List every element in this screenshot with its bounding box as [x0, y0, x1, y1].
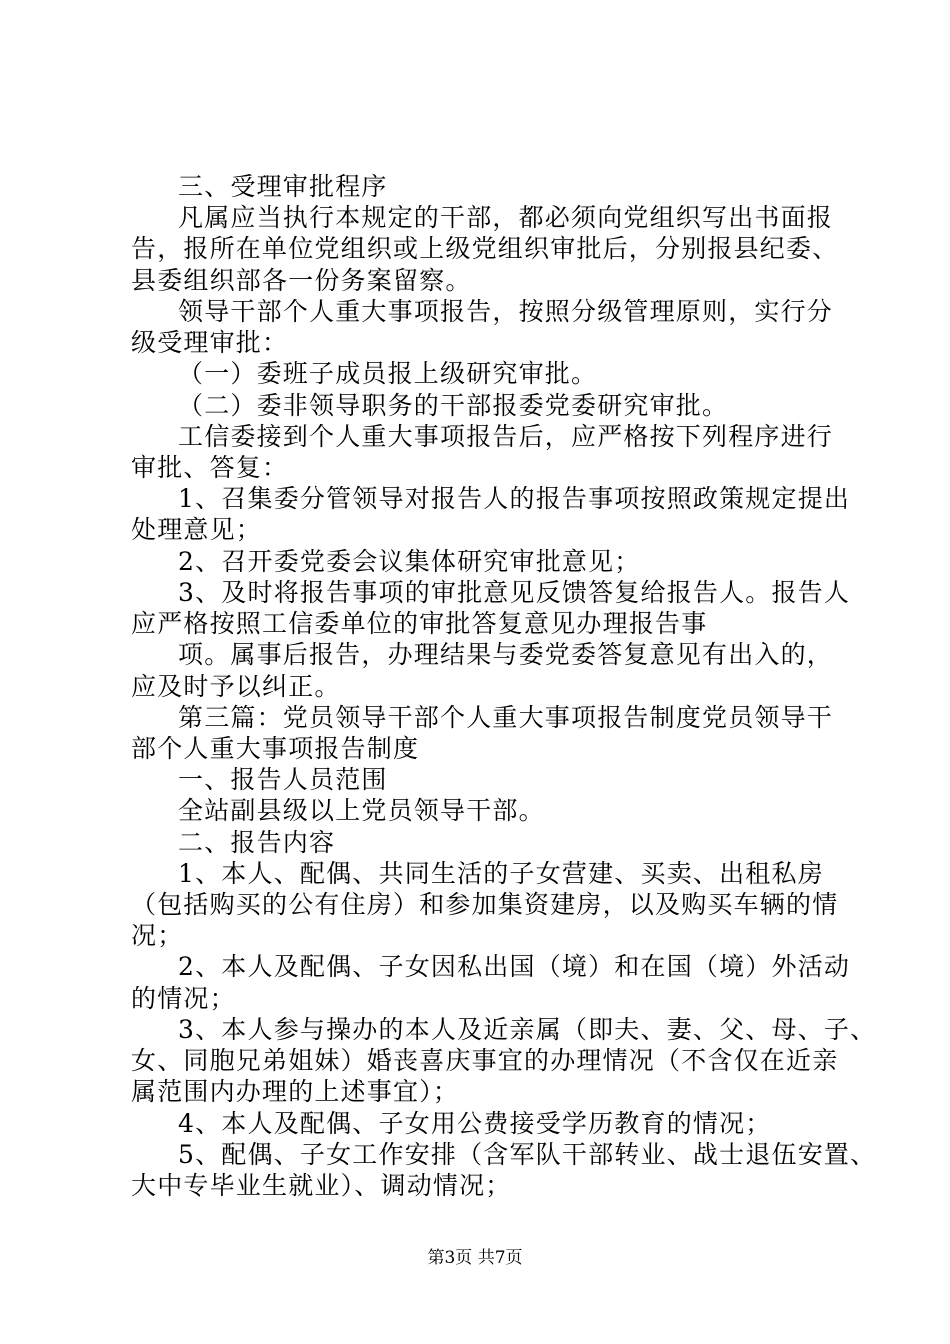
text-line: 应及时予以纠正。	[131, 672, 341, 701]
text-line: 女、同胞兄弟姐妹）婚丧喜庆事宜的办理情况（不含仅在近亲	[131, 1046, 839, 1075]
text-line: 2、召开委党委会议集体研究审批意见；	[178, 547, 641, 576]
text-line: 应严格按照工信委单位的审批答复意见办理报告事	[131, 609, 708, 638]
text-line: 县委组织部各一份务案留察。	[131, 266, 472, 295]
text-line: 工信委接到个人重大事项报告后，应严格按下列程序进行	[178, 422, 834, 451]
text-line: 项。属事后报告，办理结果与委党委答复意见有出入的，	[178, 640, 834, 669]
text-line: 告，报所在单位党组织或上级党组织审批后，分别报县纪委、	[131, 234, 839, 263]
text-line: 大中专毕业生就业）、调动情况；	[131, 1171, 512, 1200]
text-line: 部个人重大事项报告制度	[131, 734, 420, 763]
text-line: 2、本人及配偶、子女因私出国（境）和在国（境）外活动	[178, 952, 851, 981]
text-line: （一）委班子成员报上级研究审批。	[178, 359, 598, 388]
text-line: 一、报告人员范围	[178, 765, 388, 794]
text-line: 属范围内办理的上述事宜）；	[131, 1077, 460, 1106]
text-line: 处理意见；	[131, 515, 263, 544]
text-line: 的情况；	[131, 984, 236, 1013]
text-line: 3、本人参与操办的本人及近亲属（即夫、妻、父、母、子、	[178, 1015, 877, 1044]
text-line: （包括购买的公有住房）和参加集资建房，以及购买车辆的情	[131, 890, 839, 919]
text-line: 级受理审批：	[131, 328, 289, 357]
text-line: 3、及时将报告事项的审批意见反馈答复给报告人。报告人	[178, 578, 851, 607]
text-line: 况；	[131, 921, 184, 950]
text-line: 第三篇：党员领导干部个人重大事项报告制度党员领导干	[178, 703, 834, 732]
text-line: 领导干部个人重大事项报告，按照分级管理原则，实行分	[178, 297, 834, 326]
text-line: 5、配偶、子女工作安排（含军队干部转业、战士退伍安置、	[178, 1140, 877, 1169]
text-line: 4、本人及配偶、子女用公费接受学历教育的情况；	[178, 1109, 772, 1138]
text-line: 全站副县级以上党员领导干部。	[178, 796, 545, 825]
text-line: （二）委非领导职务的干部报委党委研究审批。	[178, 391, 729, 420]
text-line: 1、本人、配偶、共同生活的子女营建、买卖、出租私房	[178, 859, 824, 888]
page-footer: 第3页 共7页	[427, 1248, 523, 1268]
text-line: 审批、答复：	[131, 453, 289, 482]
text-line: 1、召集委分管领导对报告人的报告事项按照政策规定提出	[178, 484, 851, 513]
text-line: 三、受理审批程序	[178, 172, 388, 201]
text-line: 二、报告内容	[178, 828, 336, 857]
text-line: 凡属应当执行本规定的干部，都必须向党组织写出书面报	[178, 203, 834, 232]
